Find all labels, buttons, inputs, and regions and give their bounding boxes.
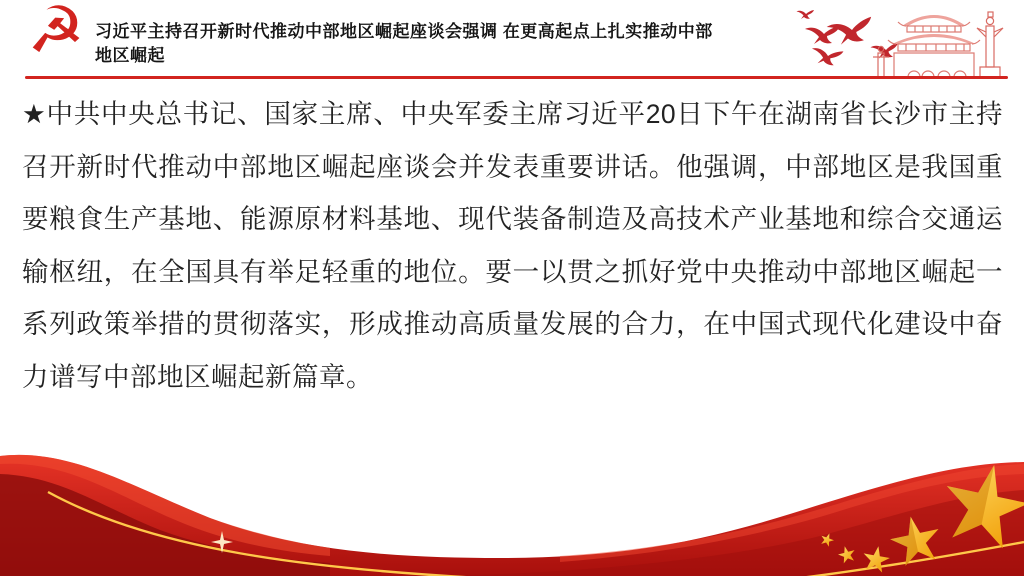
page-title (95, 20, 815, 68)
huabiao-column-icon (977, 12, 1003, 77)
party-emblem-icon: ☭ (27, 0, 85, 68)
article-summary-text: ★中共中央总书记、国家主席、中央军委主席习近平20日下午在湖南省长沙市主持召开新时代推动中部地区崛起座谈会并发表重要讲话。他强调，中部地区是我国重要粮食生产基地、能源原材料基地、现代装备制造及高技术产业基地和综合交通运输枢纽，在全国具有举足轻重的地位。要一以贯之抓好党中央推动中部地区崛起一系列政策举措的贯彻落实，形成推动高质量发展的合力，在中国式现代化建设中奋力谱写中部地区崛起新篇章。 (22, 99, 1003, 392)
tiananmen-gate-icon (888, 15, 980, 77)
red-ribbon-decoration (0, 430, 1024, 576)
header-divider (25, 76, 1008, 79)
page-title-line1: 习近平主持召开新时代推动中部地区崛起座谈会强调 在更高起点上扎实推动中部 (95, 22, 713, 41)
tiananmen-doves-illustration (774, 0, 1024, 82)
page-title-line2: 地区崛起 (95, 46, 165, 65)
